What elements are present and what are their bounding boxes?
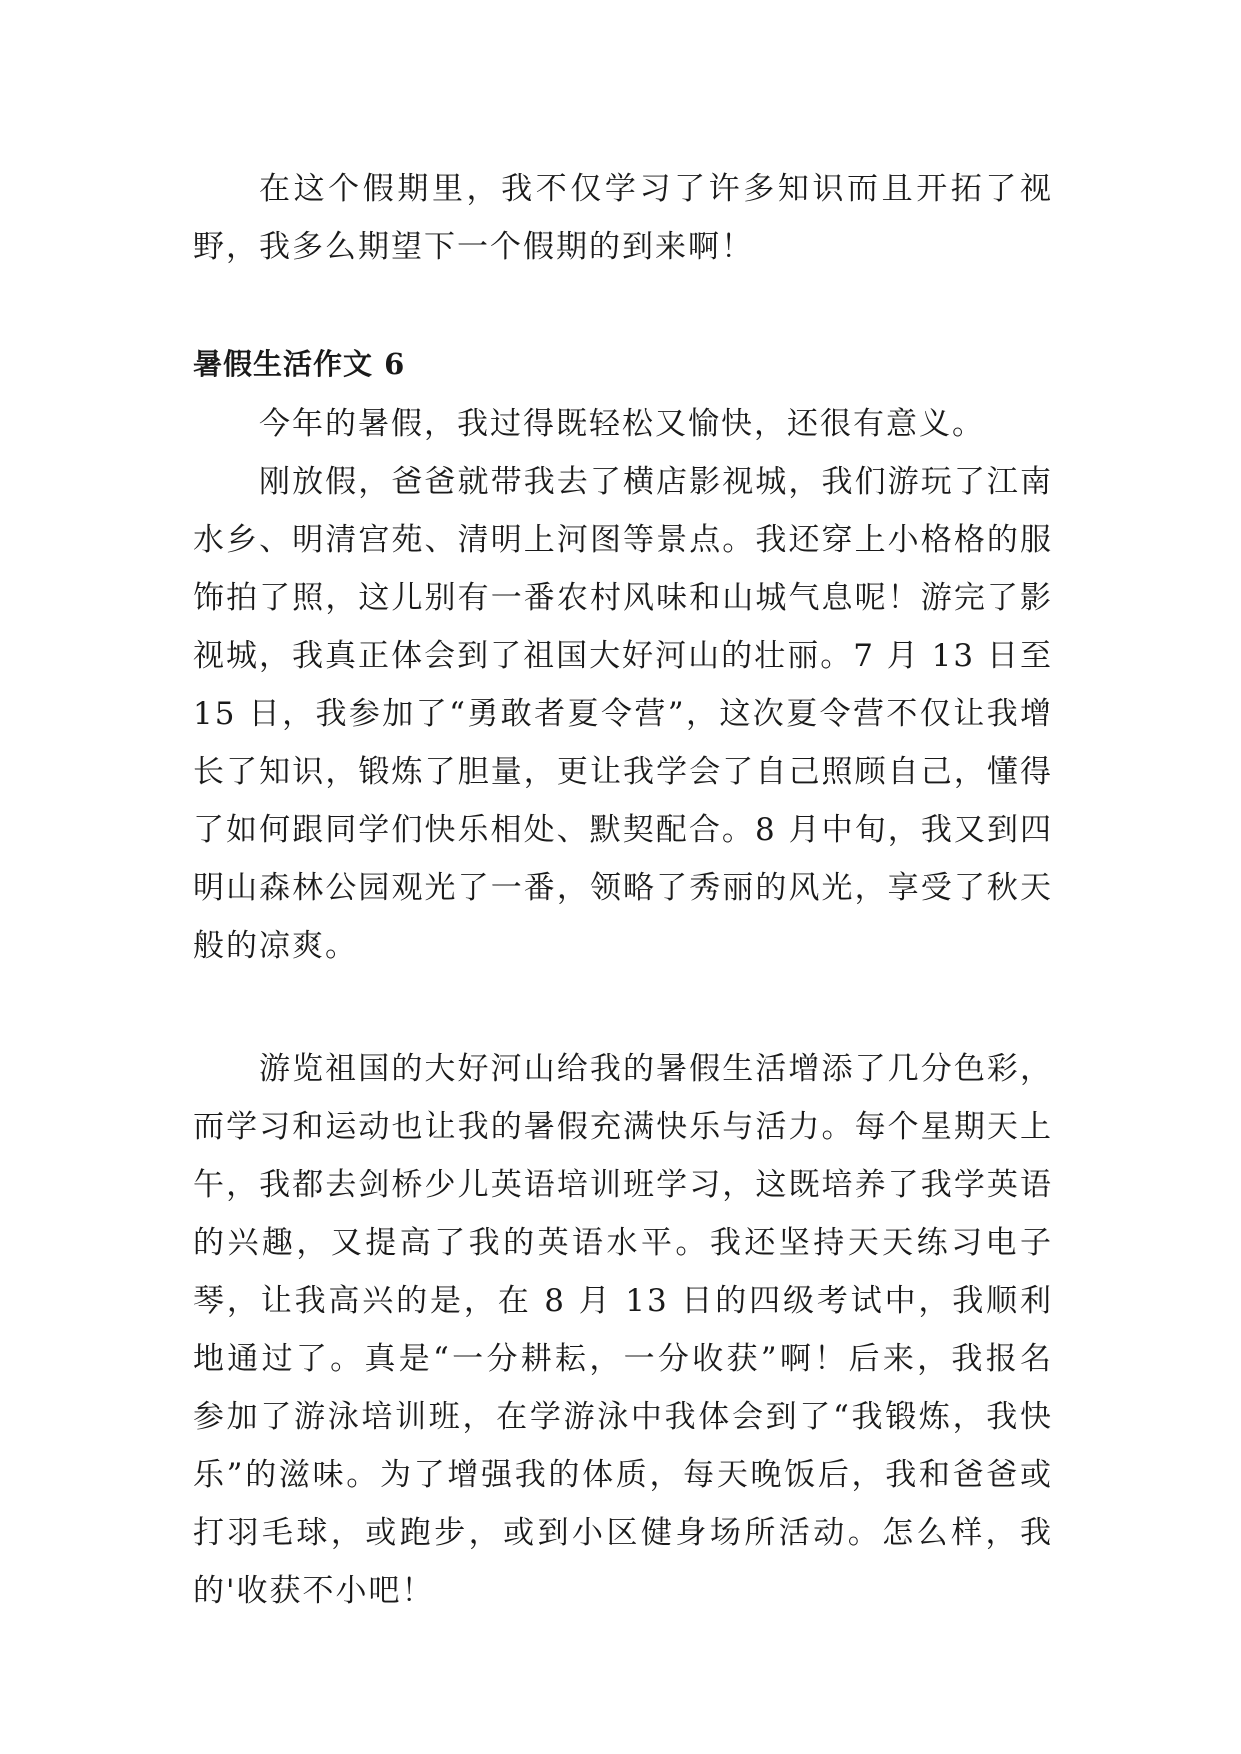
body-paragraph: 今年的暑假，我过得既轻松又愉快，还很有意义。 xyxy=(259,406,985,442)
body-paragraph-2-block xyxy=(193,453,1053,975)
section-heading-block xyxy=(193,344,1053,384)
body-paragraph-3-block xyxy=(193,1040,1053,1620)
body-paragraph: 游览祖国的大好河山给我的暑假生活增添了几分色彩，而学习和运动也让我的暑假充满快乐与活力。每个星期天上午，我都去剑桥少儿英语培训班学习，这既培养了我学英语的兴趣，又提高了我的英语水平。我还坚持天天练习电子琴，让我高兴的是，在 8 月 13 日的四级考试中，我顺利地通过了。真是“一分耕耘，一分收获”啊！后来，我报名参加了游泳培训班，在学游泳中我体会到了“我锻炼，我快乐”的滋味。为了增强我的体质，每天晚饭后，我和爸爸或打羽毛球，或跑步，或到小区健身场所活动。怎么样，我的'收获不小吧！ xyxy=(193,1051,1053,1609)
section-title: 暑假生活作文 6 xyxy=(193,347,406,381)
body-paragraph: 刚放假，爸爸就带我去了横店影视城，我们游玩了江南水乡、明清宫苑、清明上河图等景点。我还穿上小格格的服饰拍了照，这儿别有一番农村风味和山城气息呢！游完了影视城，我真正体会到了祖国大好河山的壮丽。7 月 13 日至 15 日，我参加了“勇敢者夏令营”，这次夏令营不仅让我增长了知识，锻炼了胆量，更让我学会了自己照顾自己，懂得了如何跟同学们快乐相处、默契配合。8 月中旬，我又到四明山森林公园观光了一番，领略了秀丽的风光，享受了秋天般的凉爽。 xyxy=(193,464,1053,964)
intro-paragraph: 在这个假期里，我不仅学习了许多知识而且开拓了视野，我多么期望下一个假期的到来啊！ xyxy=(193,171,1053,265)
intro-block xyxy=(193,160,1053,276)
body-paragraph-1-block xyxy=(193,395,1053,453)
